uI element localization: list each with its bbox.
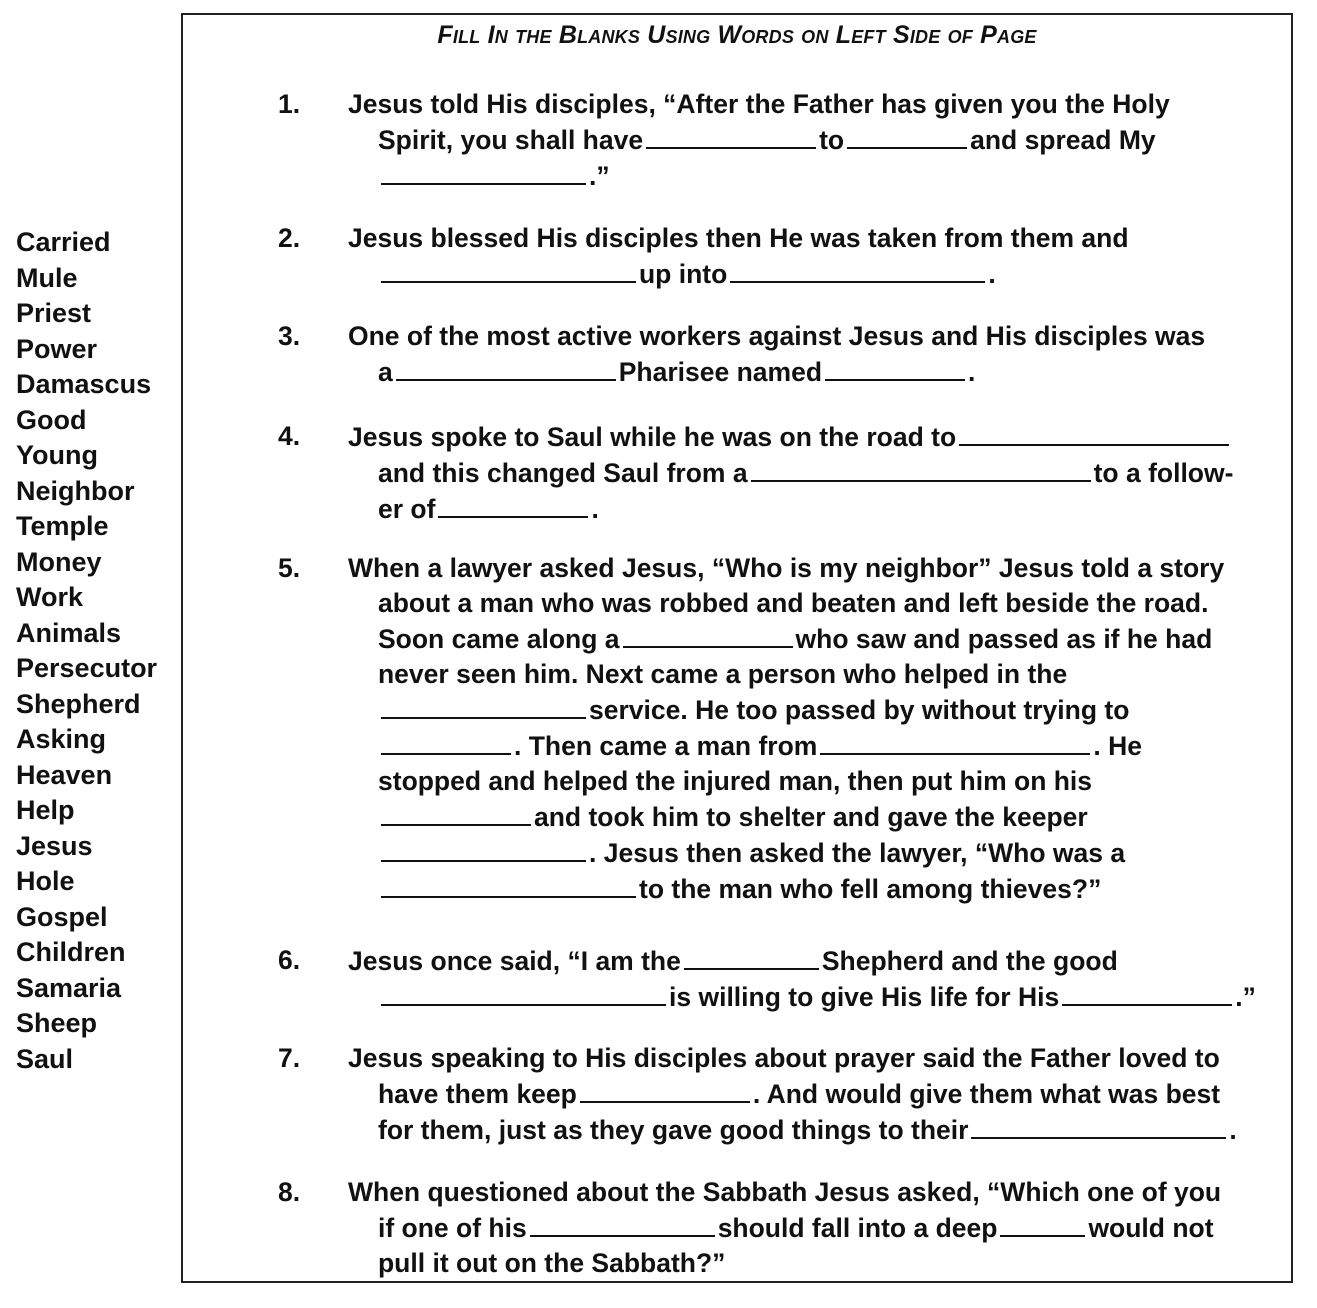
- question-line: [348, 551, 1288, 586]
- word-bank-item: Children: [16, 937, 126, 967]
- question-text: . Jesus then asked the lawyer, “Who was a: [589, 838, 1126, 868]
- question-text: about a man who was robbed and beaten and left beside the road.: [378, 588, 1209, 618]
- question-number: 3.: [278, 321, 301, 351]
- question-line: [348, 835, 1288, 871]
- question-text: and spread My: [970, 125, 1156, 155]
- question-line: [348, 491, 1288, 527]
- question-1: [278, 87, 1288, 194]
- question-text: for them, just as they gave good things to their: [378, 1115, 969, 1145]
- answer-blank[interactable]: [684, 943, 819, 970]
- question-text: .: [988, 259, 996, 289]
- word-bank-item: Samaria: [16, 972, 122, 1003]
- question-text: When questioned about the Sabbath Jesus asked, “Which one of you: [348, 1177, 1222, 1207]
- answer-blank[interactable]: [825, 354, 965, 381]
- answer-blank[interactable]: [530, 1210, 715, 1237]
- word-bank-item: Priest: [16, 298, 92, 328]
- answer-blank[interactable]: [381, 158, 586, 185]
- question-text: up into: [639, 259, 728, 289]
- question-text: would not: [1088, 1213, 1214, 1243]
- question-line: [348, 657, 1288, 692]
- question-text: should fall into a deep: [717, 1213, 998, 1243]
- question-line: [348, 87, 1288, 122]
- question-text: .: [591, 494, 599, 524]
- word-bank-item: Sheep: [16, 1008, 98, 1038]
- answer-blank[interactable]: [381, 835, 586, 862]
- answer-blank[interactable]: [580, 1076, 750, 1103]
- answer-blank[interactable]: [959, 419, 1229, 446]
- question-line: [348, 319, 1288, 354]
- question-text: .”: [1235, 982, 1256, 1012]
- answer-blank[interactable]: [751, 455, 1091, 482]
- question-text: Shepherd and the good: [821, 946, 1118, 976]
- question-text: who saw and passed as if he had: [795, 624, 1213, 654]
- question-text: never seen him. Next came a person who helped in the: [378, 659, 1068, 689]
- question-2: [278, 221, 1288, 292]
- question-text: have them keep: [378, 1079, 577, 1109]
- question-7: [278, 1041, 1288, 1148]
- question-number: 4.: [278, 421, 301, 451]
- word-bank-item: Gospel: [16, 901, 108, 932]
- worksheet-box: [181, 13, 1293, 1283]
- word-bank-item: Jesus: [16, 830, 93, 861]
- question-text: Soon came along a: [378, 624, 620, 654]
- question-number: 2.: [278, 223, 301, 253]
- question-text: Jesus told His disciples, “After the Father has given you the Holy: [348, 89, 1170, 119]
- answer-blank[interactable]: [396, 354, 616, 381]
- question-text: and this changed Saul from a: [378, 458, 748, 488]
- question-text: stopped and helped the injured man, then put him on his: [378, 766, 1093, 796]
- question-text: Jesus once said, “I am the: [348, 946, 681, 976]
- word-bank-item: Young: [16, 440, 98, 470]
- word-bank-item: Help: [16, 795, 75, 825]
- worksheet-heading: Fill In the Blanks Using Words on Left Side of Page: [437, 21, 1037, 49]
- question-line: [348, 455, 1288, 491]
- question-text: Spirit, you shall have: [378, 125, 644, 155]
- word-bank-item: Hole: [16, 866, 75, 896]
- question-line: [348, 1175, 1288, 1210]
- question-text: service. He too passed by without trying to: [589, 695, 1130, 725]
- answer-blank[interactable]: [623, 621, 793, 648]
- answer-blank[interactable]: [1000, 1210, 1085, 1237]
- question-text: . Then came a man from: [514, 731, 818, 761]
- question-text: to a follow-: [1093, 458, 1234, 488]
- question-text: .: [1229, 1115, 1237, 1145]
- answer-blank[interactable]: [971, 1112, 1226, 1139]
- question-line: [348, 1112, 1288, 1148]
- word-bank-item: Damascus: [16, 369, 152, 399]
- word-bank: [16, 225, 181, 1077]
- word-bank-item: Neighbor: [16, 475, 135, 506]
- answer-blank[interactable]: [381, 256, 636, 283]
- question-8: [278, 1175, 1288, 1281]
- word-bank-item: Heaven: [16, 759, 113, 790]
- question-text: Jesus speaking to His disciples about prayer said the Father loved to: [348, 1043, 1220, 1073]
- question-3: [278, 319, 1288, 390]
- word-bank-item: Persecutor: [16, 653, 158, 683]
- question-line: [348, 221, 1288, 256]
- question-number: 7.: [278, 1043, 301, 1073]
- question-text: Jesus spoke to Saul while he was on the road to: [348, 422, 957, 452]
- question-text: pull it out on the Sabbath?”: [378, 1248, 726, 1278]
- question-line: [348, 586, 1288, 621]
- question-text: to the man who fell among thieves?”: [639, 874, 1102, 904]
- answer-blank[interactable]: [1062, 979, 1232, 1006]
- answer-blank[interactable]: [381, 799, 531, 826]
- answer-blank[interactable]: [847, 122, 967, 149]
- question-text: . And would give them what was best: [752, 1079, 1221, 1109]
- question-line: [348, 354, 1288, 390]
- answer-blank[interactable]: [730, 256, 985, 283]
- question-text: is willing to give His life for His: [669, 982, 1060, 1012]
- question-text: Pharisee named: [618, 357, 823, 387]
- question-line: [348, 764, 1288, 799]
- word-bank-item: Saul: [16, 1043, 74, 1074]
- question-text: .”: [589, 161, 610, 191]
- question-text: and took him to shelter and gave the keeper: [534, 802, 1088, 832]
- word-bank-item: Animals: [16, 617, 122, 648]
- question-number: 8.: [278, 1177, 301, 1207]
- question-line: [348, 979, 1288, 1015]
- question-line: [348, 692, 1288, 728]
- word-bank-item: Money: [16, 546, 102, 577]
- question-text: er of: [378, 494, 436, 524]
- word-bank-item: Power: [16, 333, 98, 364]
- answer-blank[interactable]: [646, 122, 816, 149]
- question-6: [278, 943, 1288, 1015]
- question-4: [278, 419, 1288, 527]
- word-bank-item: Carried: [16, 227, 111, 257]
- question-text: One of the most active workers against Jesus and His disciples was: [348, 321, 1206, 351]
- question-5: [278, 551, 1288, 907]
- question-line: [348, 799, 1288, 835]
- question-text: Jesus blessed His disciples then He was taken from them and: [348, 223, 1129, 253]
- question-line: [348, 943, 1288, 979]
- word-bank-item: Shepherd: [16, 688, 141, 719]
- question-text: .: [968, 357, 976, 387]
- word-bank-item: Work: [16, 582, 84, 612]
- question-line: [348, 621, 1288, 657]
- answer-blank[interactable]: [381, 728, 511, 755]
- question-line: [348, 1041, 1288, 1076]
- question-line: [348, 1246, 1288, 1281]
- question-line: [348, 122, 1288, 158]
- question-text: When a lawyer asked Jesus, “Who is my neighbor” Jesus told a story: [348, 553, 1225, 583]
- word-bank-item: Good: [16, 404, 87, 435]
- question-line: [348, 419, 1288, 455]
- answer-blank[interactable]: [820, 728, 1090, 755]
- answer-blank[interactable]: [381, 871, 636, 898]
- question-text: . He: [1093, 731, 1142, 761]
- word-bank-item: Mule: [16, 262, 78, 293]
- answer-blank[interactable]: [381, 979, 666, 1006]
- question-number: 5.: [278, 553, 301, 583]
- word-bank-item: Asking: [16, 724, 107, 754]
- question-text: a: [378, 357, 393, 387]
- question-line: [348, 158, 1288, 194]
- question-line: [348, 1210, 1288, 1246]
- answer-blank[interactable]: [438, 491, 588, 518]
- word-bank-item: Temple: [16, 511, 109, 541]
- question-line: [348, 1076, 1288, 1112]
- question-text: if one of his: [378, 1213, 527, 1243]
- question-line: [348, 871, 1288, 907]
- question-line: [348, 728, 1288, 764]
- answer-blank[interactable]: [381, 692, 586, 719]
- question-text: to: [819, 125, 845, 155]
- question-number: 6.: [278, 945, 301, 975]
- question-line: [348, 256, 1288, 292]
- question-number: 1.: [278, 89, 301, 119]
